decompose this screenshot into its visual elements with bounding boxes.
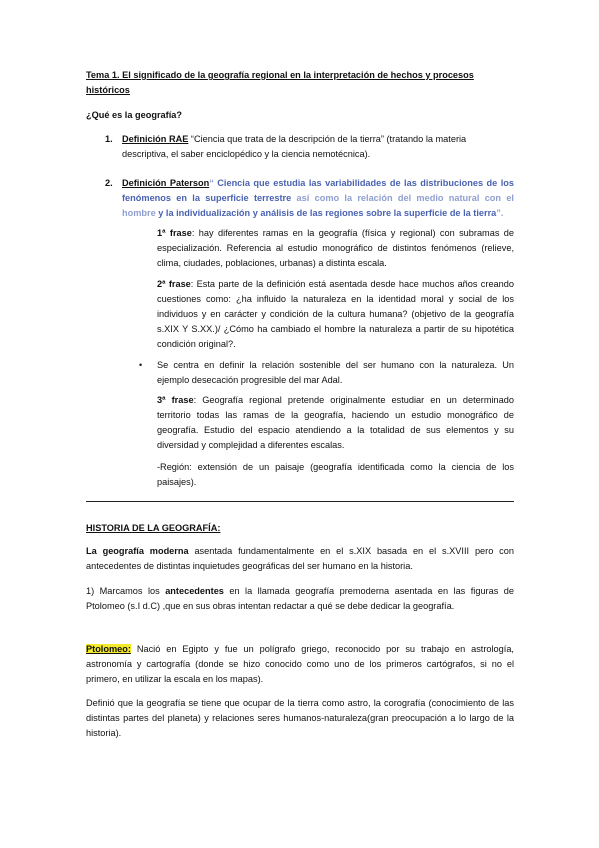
moderna-text: asentada fundamentalmente en el s.XIX basada en el s.XVIII pero con antecedentes de distintas inquietudes geográficas del ser humano en la historia. (86, 546, 514, 571)
historia-heading: HISTORIA DE LA GEOGRAFÍA: (86, 523, 221, 533)
frase1-label: 1ª frase (157, 228, 192, 238)
title-tema: Tema 1. (86, 70, 120, 80)
def2-part1: Ciencia que estudia las variabilidades de las distribuciones de los fenómenos en la superficie terrestre (122, 178, 514, 203)
frase1-text: : hay diferentes ramas en la geografía (física y regional) con subramas de especialización. Referencia al estudio monográfico de distintos fenómenos (relieve, clima, ciudades, poblaciones, urbanas) a distinta escala. (157, 228, 515, 268)
page-title (86, 68, 514, 98)
ptolomeo-text: Nació en Egipto y fue un polígrafo griego, reconocido por su trabajo en astrología, astronomía y cartografía (donde se hizo conocido como uno de los primeros cartógrafos, si no el primero, en utilizar la escala en los mapas). (86, 644, 514, 684)
def1-label: Definición RAE (122, 134, 189, 144)
bullet-symbol: • (139, 360, 143, 370)
def2-quote-open: “ (209, 178, 214, 188)
definio-paragraph: Definió que la geografía se tiene que ocupar de la tierra como astro, la corografía (conocimiento de las distintas partes del planeta) y relaciones seres humanos-naturaleza(gran preocupación a lo largo de la historia). (86, 698, 514, 738)
antecedentes-paragraph (86, 584, 514, 614)
frase2-text: : Esta parte de la definición está asentada desde hace muchos años creando cuestiones como: ¿ha influido la naturaleza en la identidad moral y social de los individuos y en carácter y condición de la cultura humana? (objetivo de la geografía s.XIX Y S.XX.)/ ¿Cómo ha cambiado el hombre la naturaleza a partir de su hipotética condición original?. (157, 279, 514, 349)
def2-number: 2. (105, 178, 113, 188)
frase3-paragraph (157, 393, 514, 453)
def2-quote-close: ”. (496, 208, 504, 218)
moderna-paragraph (86, 544, 514, 574)
moderna-label: La geografía moderna (86, 546, 189, 556)
region-paragraph: -Región: extensión de un paisaje (geografía identificada como la ciencia de los paisajes). (157, 462, 514, 487)
frase2-paragraph (157, 277, 514, 352)
ptolomeo-paragraph (86, 642, 514, 687)
def1-paragraph (122, 132, 514, 162)
def2-paragraph (122, 176, 514, 221)
antecedentes-pre: 1) Marcamos los (86, 586, 166, 596)
question-heading: ¿Qué es la geografía? (86, 110, 182, 120)
frase2-label: 2ª frase (157, 279, 191, 289)
frase3-label: 3ª frase (157, 395, 194, 405)
antecedentes-post: en la llamada geografía premoderna asentada en las figuras de Ptolomeo (s.I d.C) ,que en sus obras intentan redactar a qué se debe dedicar la geografía. (86, 586, 514, 611)
title-text: El significado de la geografía regional en la interpretación de hechos y procesos históricos (86, 70, 474, 95)
bullet-paragraph: Se centra en definir la relación sostenible del ser humano con la naturaleza. Un ejemplo desecación progresible del mar Adal. (157, 360, 514, 385)
antecedentes-label: antecedentes (165, 586, 224, 596)
def1-text: “Ciencia que trata de la descripción de la tierra” (tratando la materia descriptiva, el saber enciclopédico y la ciencia nemotécnica). (122, 134, 467, 159)
def1-number: 1. (105, 134, 113, 144)
ptolomeo-label: Ptolomeo: (86, 644, 131, 654)
frase3-text: : Geografía regional pretende originalmente estudiar en un determinado territorio todas las ramas de la geografía, haciendo un estudio monográfico de geografía. Estudio del espacio atendiendo a la totalidad de sus elementos y su diversidad y complejidad a diferentes escalas. (157, 395, 514, 450)
def2-part3: y la individualización y análisis de las regiones sobre la superficie de la tierra (155, 208, 497, 218)
section-divider (86, 501, 514, 502)
def2-part2: así como la relación del medio natural con el hombre (122, 193, 514, 218)
frase1-paragraph (157, 226, 514, 271)
def2-label: Definición Paterson (122, 178, 210, 188)
